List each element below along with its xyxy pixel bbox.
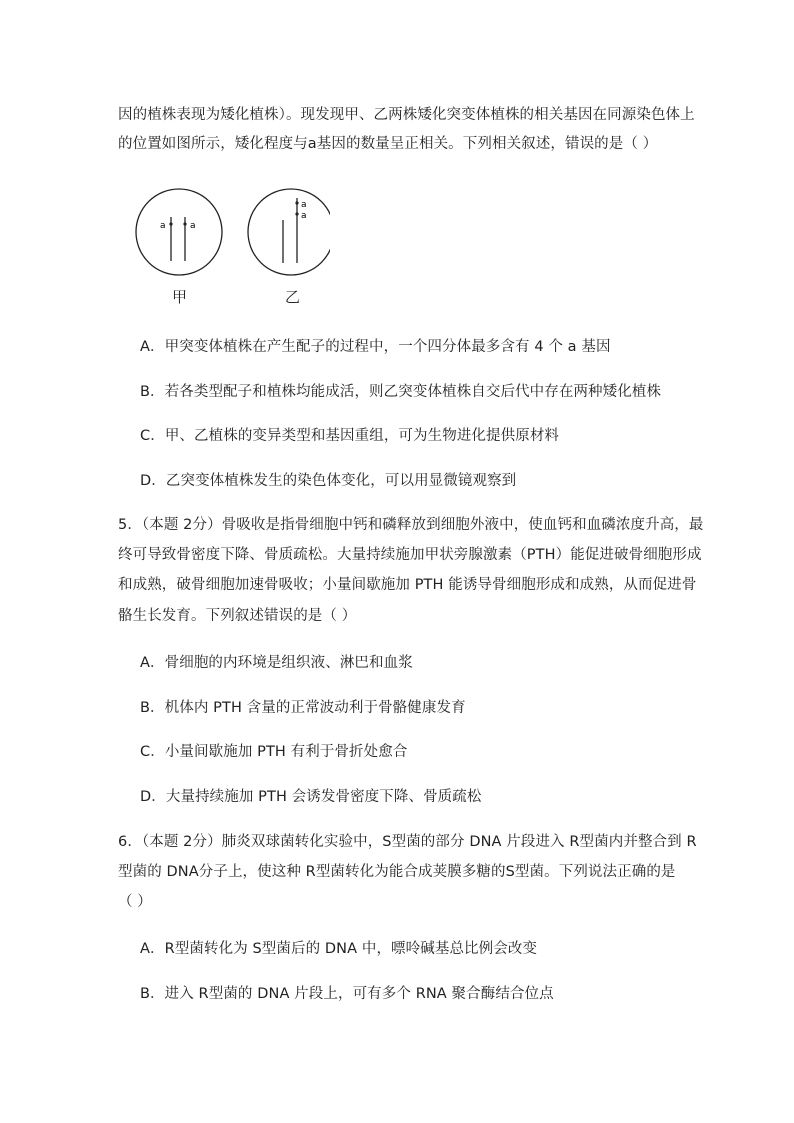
label-jia: 甲 [172,288,188,306]
gene-label-yi-2: a [301,211,307,221]
q4-option-b: B．若各类型配子和植株均能成活，则乙突变体植株自交后代中存在两种矮化植株 [140,384,662,400]
q5-option-b: B．机体内 PTH 含量的正常波动利于骨骼健康发育 [140,700,466,716]
q5-option-a: A．骨细胞的内环境是组织液、淋巴和血浆 [140,655,413,671]
q4-option-d: D．乙突变体植株发生的染色体变化，可以用显微镜观察到 [140,473,517,489]
gene-locus-jia-right [183,222,186,225]
q4-option-c: C．甲、乙植株的变异类型和基因重组，可为生物进化提供原材料 [140,428,560,444]
gene-locus-jia-left [169,222,172,225]
gene-locus-yi-1 [295,201,298,204]
gene-label-jia-left: a [160,221,166,231]
chromosome-figure [130,185,330,310]
q5-option-c: C．小量间歇施加 PTH 有利于骨折处愈合 [140,744,408,760]
q6-line-1: 6．（本题 2分）肺炎双球菌转化实验中，S型菌的部分 DNA 片段进入 R型菌内并整合到 R [118,834,697,850]
q5-line-3: 和成熟，破骨细胞加速骨吸收；小量间歇施加 PTH 能诱导骨细胞形成和成熟，从而促进骨 [118,577,697,593]
q5-option-d: D．大量持续施加 PTH 会诱发骨密度下降、骨质疏松 [140,789,482,805]
gene-label-yi-1: a [301,200,307,210]
q6-option-b: B．进入 R型菌的 DNA 片段上，可有多个 RNA 聚合酶结合位点 [140,986,554,1002]
q6-line-2: 型菌的 DNA分子上，使这种 R型菌转化为能合成荚膜多糖的S型菌。下列说法正确的是 [118,864,676,880]
gene-locus-yi-2 [295,212,298,215]
gene-label-jia-right: a [190,221,196,231]
intro-line-1: 因的植株表现为矮化植株）。现发现甲、乙两株矮化突变体植株的相关基因在同源染色体上 [118,107,695,123]
cell-circle-jia [136,189,222,275]
cell-circle-yi [248,189,330,275]
q6-option-a: A．R型菌转化为 S型菌后的 DNA 中，嘌呤碱基总比例会改变 [140,941,538,957]
q5-line-1: 5．（本题 2分）骨吸收是指骨细胞中钙和磷释放到细胞外液中，使血钙和血磷浓度升高，最 [118,517,704,533]
q6-line-3: （ ） [118,894,152,910]
q5-line-4: 骼生长发育。下列叙述错误的是（ ） [118,608,357,624]
q5-line-2: 终可导致骨密度下降、骨质疏松。大量持续施加甲状旁腺激素（PTH）能促进破骨细胞形成 [118,547,702,563]
intro-line-2: 的位置如图所示，矮化程度与a基因的数量呈正相关。下列相关叙述，错误的是（ ） [118,136,658,152]
label-yi: 乙 [285,288,301,306]
q4-option-a: A．甲突变体植株在产生配子的过程中，一个四分体最多含有 4 个 a 基因 [140,339,611,355]
